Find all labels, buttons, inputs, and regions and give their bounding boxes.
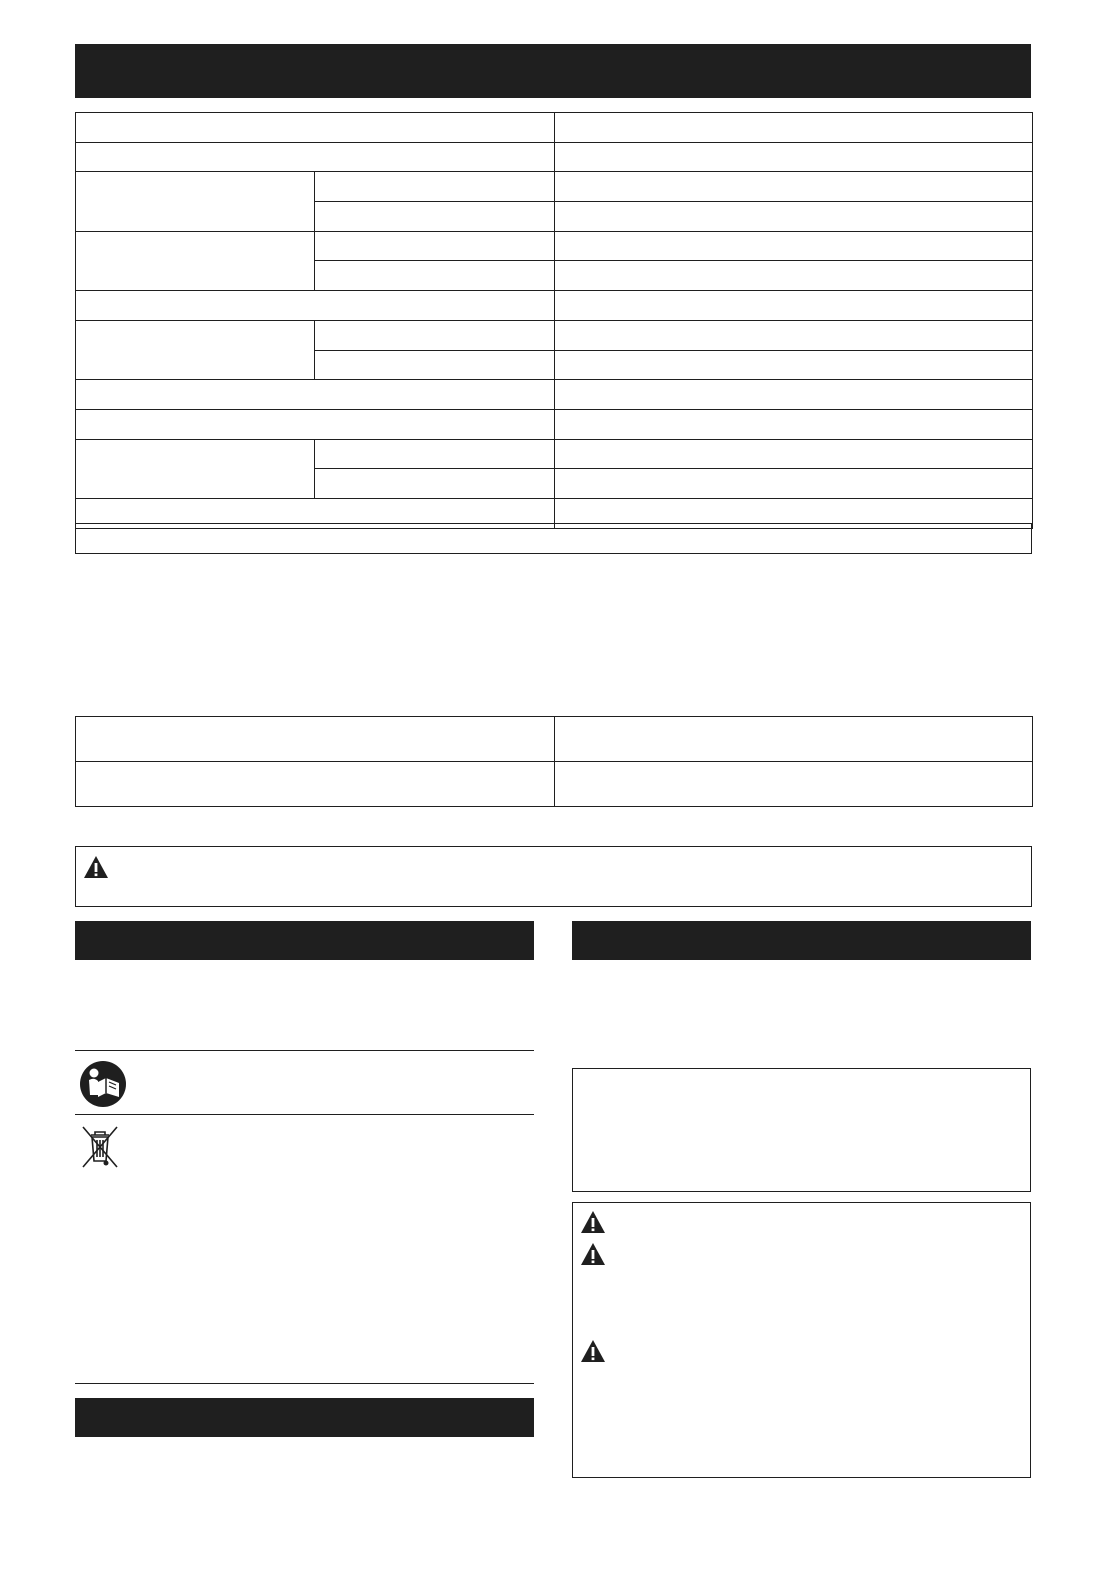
table-row — [76, 231, 1033, 261]
note-text — [76, 524, 1031, 538]
spec-value — [555, 231, 1033, 261]
spec-sublabel — [315, 439, 555, 469]
warning-triangle-icon — [83, 855, 109, 879]
spec-label — [76, 380, 555, 410]
spec-sublabel — [315, 202, 555, 232]
spec-label — [76, 113, 555, 143]
right-note-text — [573, 1069, 1030, 1085]
table-row — [76, 320, 1033, 350]
battery-cell-left — [76, 717, 555, 762]
spec-value — [555, 439, 1033, 469]
spec-sublabel — [315, 469, 555, 499]
table-row — [76, 409, 1033, 439]
read-manual-icon — [79, 1060, 127, 1113]
battery-cell-left — [76, 762, 555, 807]
table-row — [76, 291, 1033, 321]
spec-sublabel — [315, 261, 555, 291]
spec-sublabel — [315, 350, 555, 380]
right-warning-box — [572, 1202, 1031, 1478]
spec-label — [76, 320, 315, 379]
table-row — [76, 762, 1033, 807]
table-row — [76, 113, 1033, 143]
spec-value — [555, 202, 1033, 232]
battery-cell-right — [555, 762, 1033, 807]
spec-sublabel — [315, 231, 555, 261]
spec-value — [555, 142, 1033, 172]
spec-label — [76, 439, 315, 498]
table-row — [76, 439, 1033, 469]
spec-value — [555, 261, 1033, 291]
right-section-header — [572, 921, 1031, 960]
crossed-bin-icon — [80, 1125, 120, 1174]
spec-value — [555, 291, 1033, 321]
spec-sublabel — [315, 320, 555, 350]
spec-label — [76, 172, 315, 231]
spec-label — [76, 291, 555, 321]
divider — [75, 1050, 534, 1051]
header-bar — [75, 44, 1031, 98]
warning-box — [75, 846, 1032, 907]
warning-triangle-icon — [580, 1210, 606, 1234]
spec-label — [76, 142, 555, 172]
battery-cell-right — [555, 717, 1033, 762]
spec-value — [555, 409, 1033, 439]
divider — [75, 1383, 534, 1384]
table-row — [76, 142, 1033, 172]
table-row — [76, 380, 1033, 410]
spec-sublabel — [315, 172, 555, 202]
specifications-table — [75, 112, 1033, 529]
table-row — [76, 717, 1033, 762]
spec-value — [555, 172, 1033, 202]
spec-value — [555, 469, 1033, 499]
right-note-box — [572, 1068, 1031, 1192]
note-box — [75, 523, 1032, 554]
warning-triangle-icon — [580, 1242, 606, 1266]
spec-value — [555, 380, 1033, 410]
spec-value — [555, 350, 1033, 380]
spec-label — [76, 231, 315, 290]
spec-value — [555, 113, 1033, 143]
spec-label — [76, 409, 555, 439]
spec-value — [555, 320, 1033, 350]
warning-triangle-icon — [580, 1339, 606, 1363]
divider — [75, 1114, 534, 1115]
left-section-2-header — [75, 1398, 534, 1437]
left-section-1-header — [75, 921, 534, 960]
battery-table — [75, 716, 1033, 807]
table-row — [76, 172, 1033, 202]
